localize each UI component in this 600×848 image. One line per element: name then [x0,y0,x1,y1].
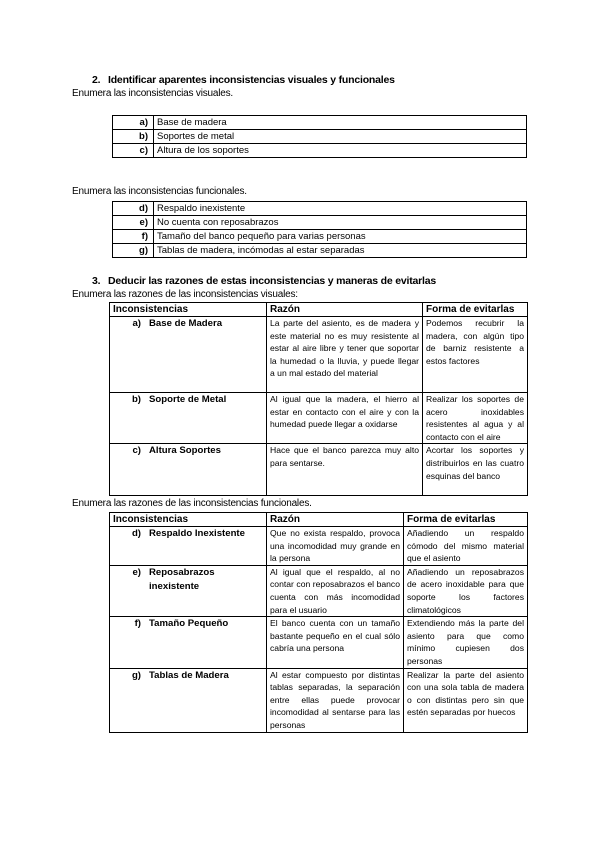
inconsistency-cell [110,393,267,444]
list-item [113,230,527,244]
inconsistency-cell [110,668,267,732]
row-label: a) [132,318,141,329]
avoid-cell: Realizar la parte del asiento con una sola tabla de madera o con distintas pero sin que estén separadas por huecos [404,668,528,732]
item-label: e) [113,216,154,230]
visual-inconsistencies-list [112,115,527,158]
reason-cell: Al estar compuesto por distintas tablas separadas, la separación entre ellas puede provocar incomodidad al sentarse para las personas [267,668,404,732]
row-label: e) [132,566,141,578]
section-number: 3. [92,275,101,287]
inconsistency-cell [110,565,267,616]
functional-reasons-intro: Enumera las razones de las inconsistencias funcionales. [72,498,312,509]
header-inconsistencias: Inconsistencias [110,303,267,317]
item-label: d) [113,202,154,216]
reason-cell: Que no exista respaldo, provoca una incomodidad muy grande en la persona [267,527,404,566]
table-row [110,668,528,732]
table-header-row [110,513,528,527]
avoid-cell: Podemos recubrir la madera, con algún tipo de barniz resistente a estos factores [423,317,528,393]
row-name: Respaldo Inexistente [149,528,245,539]
list-item [113,244,527,258]
functional-inconsistencies-list [112,201,527,258]
inconsistency-cell [110,617,267,668]
item-label: f) [113,230,154,244]
row-name: Base de Madera [149,318,223,329]
table-row [110,527,528,566]
table-row [110,565,528,616]
section-3-heading [92,275,436,287]
row-label: b) [131,394,141,405]
list-item [113,116,527,130]
avoid-cell: Añadiendo un reposabrazos de acero inoxidable para que soporte los factores climatológicos [404,565,528,616]
list-item [113,144,527,158]
item-text: Base de madera [154,116,527,130]
row-label: d) [131,528,141,539]
inconsistency-cell [110,444,267,496]
header-forma: Forma de evitarlas [423,303,528,317]
table-row [110,393,528,444]
reason-cell: Hace que el banco parezca muy alto para sentarse. [267,444,423,496]
item-text: No cuenta con reposabrazos [154,216,527,230]
list-item [113,202,527,216]
visual-reasons-table [109,302,528,496]
table-header-row [110,303,528,317]
reason-cell: Al igual que el respaldo, al no contar con reposabrazos el banco cuenta con más incomodidad para el usuario [267,565,404,616]
item-label: b) [113,130,154,144]
section-2-heading [92,74,395,86]
row-name: Soporte de Metal [149,394,227,405]
inconsistency-cell [110,317,267,393]
avoid-cell: Extendiendo más la parte del asiento para que como mínimo cupiesen dos personas [404,617,528,668]
reason-cell: Al igual que la madera, el hierro al estar en contacto con el aire y con la humedad puede llegar a oxidarse [267,393,423,444]
item-label: g) [113,244,154,258]
row-label: g) [131,669,141,681]
table-row [110,317,528,393]
item-text: Tablas de madera, incómodas al estar separadas [154,244,527,258]
inconsistency-cell [110,527,267,566]
row-label: f) [134,618,141,630]
header-inconsistencias: Inconsistencias [110,513,267,527]
table-row [110,617,528,668]
avoid-cell: Acortar los soportes y distribuirlos en las cuatro esquinas del banco [423,444,528,496]
header-razon: Razón [267,513,404,527]
functional-intro: Enumera las inconsistencias funcionales. [72,186,247,197]
row-name: Reposabrazos inexistente [149,566,215,592]
avoid-cell: Añadiendo un respaldo cómodo del mismo material que el asiento [404,527,528,566]
item-label: a) [113,116,154,130]
visual-intro: Enumera las inconsistencias visuales. [72,88,234,99]
item-text: Altura de los soportes [154,144,527,158]
reason-cell: La parte del asiento, es de madera y este material no es muy resistente al estar al aire libre y tener que soportar la humedad o la lluvia, y puede llegar a un mal estado del material [267,317,423,393]
row-name: Tamaño Pequeño [149,618,229,630]
visual-reasons-intro: Enumera las razones de las inconsistencias visuales: [72,289,298,300]
section-title: Identificar aparentes inconsistencias visuales y funcionales [108,74,395,86]
table-row [110,444,528,496]
row-name: Altura Soportes [149,445,221,457]
section-number: 2. [92,74,101,86]
item-text: Soportes de metal [154,130,527,144]
item-text: Tamaño del banco pequeño para varias personas [154,230,527,244]
item-text: Respaldo inexistente [154,202,527,216]
row-label: c) [132,445,141,457]
functional-reasons-table [109,512,528,733]
list-item [113,130,527,144]
list-item [113,216,527,230]
header-razon: Razón [267,303,423,317]
row-name: Tablas de Madera [149,669,229,681]
item-label: c) [113,144,154,158]
header-forma: Forma de evitarlas [404,513,528,527]
section-title: Deducir las razones de estas inconsistencias y maneras de evitarlas [108,275,437,287]
reason-cell: El banco cuenta con un tamaño bastante pequeño en el cual sólo cabría una persona [267,617,404,668]
avoid-cell: Realizar los soportes de acero inoxidables resistentes al agua y al contacto con el aire [423,393,528,444]
